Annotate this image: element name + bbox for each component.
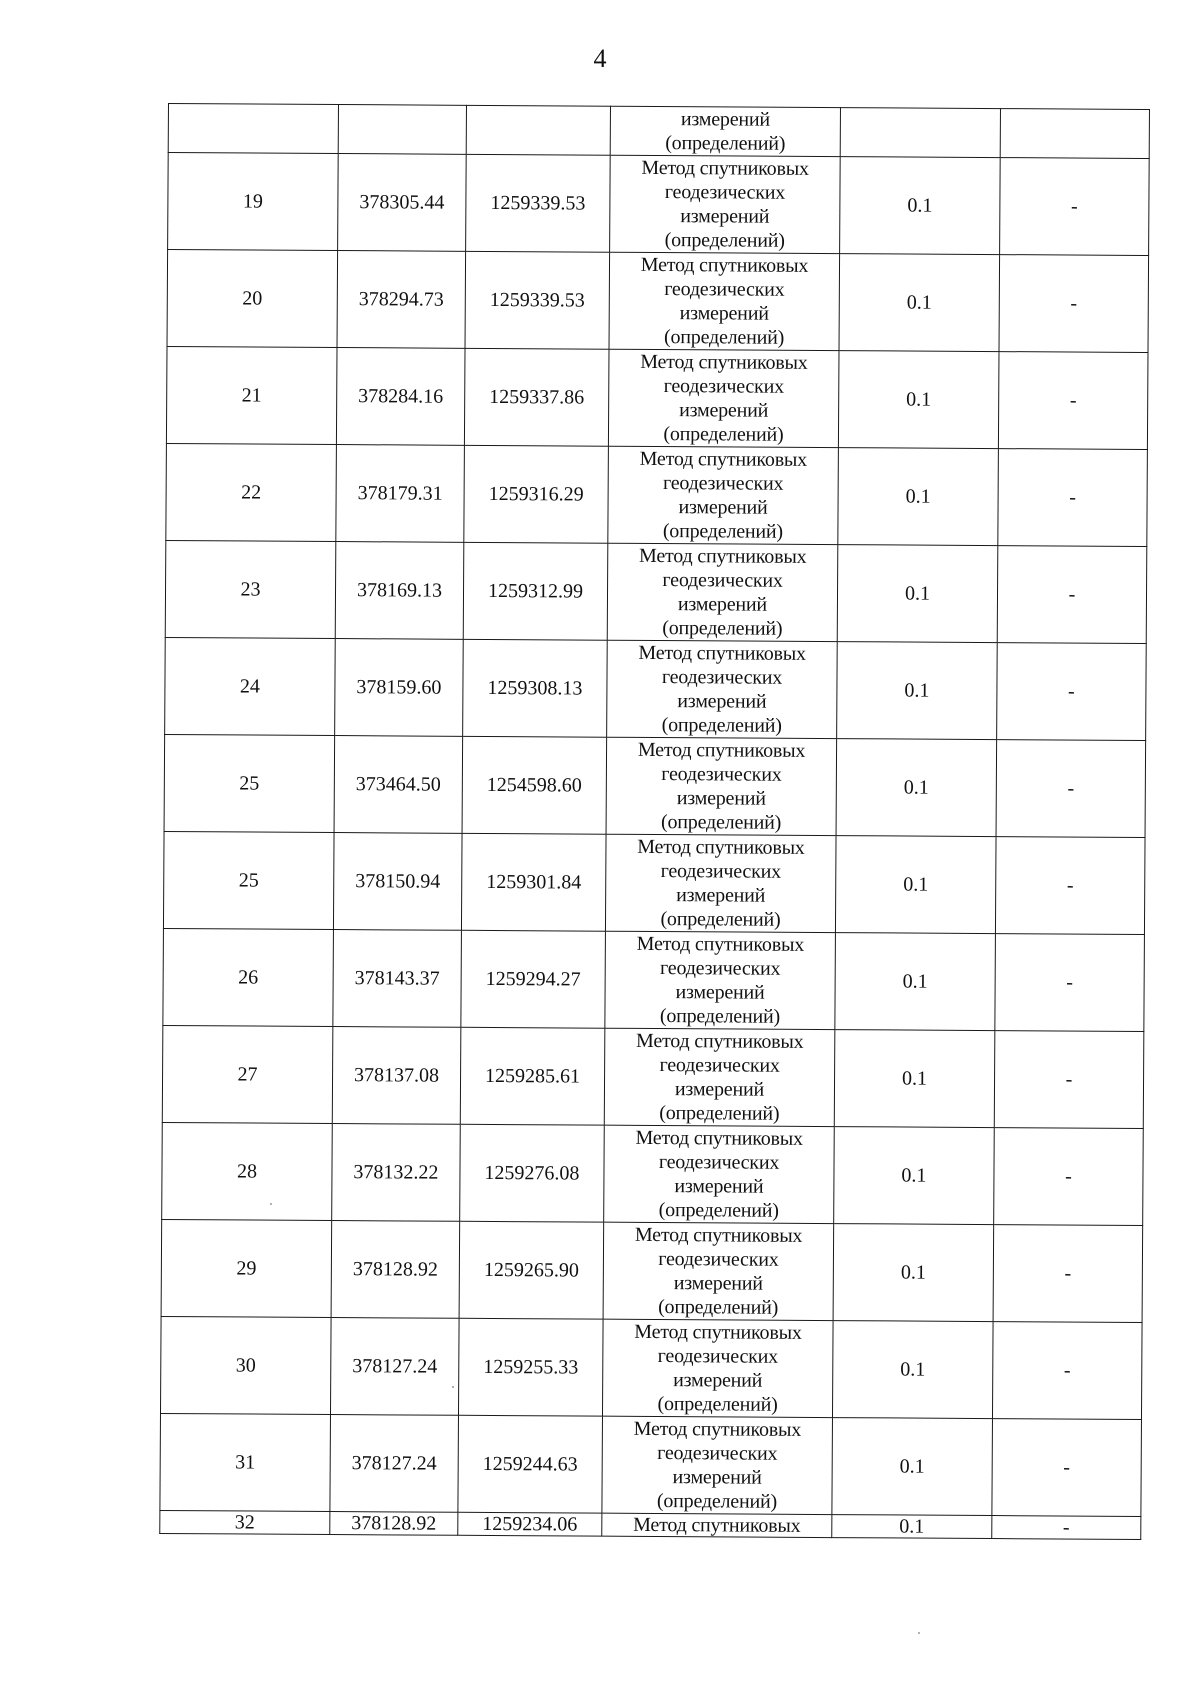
method-line: (определений) xyxy=(661,811,782,834)
method-line: геодезических xyxy=(658,1248,779,1271)
cell-accuracy: 0.1 xyxy=(837,545,998,643)
cell-y: 1259339.53 xyxy=(465,251,610,349)
method-line: Метод спутниковых xyxy=(638,641,806,665)
table-row xyxy=(162,1025,1144,1128)
cell-point-number: 20 xyxy=(167,250,338,348)
cell-method: Метод спутниковых xyxy=(602,1513,832,1537)
method-line: Метод спутниковых xyxy=(633,1417,802,1441)
method-line: Метод спутниковых xyxy=(636,932,805,956)
cell-point-number: 29 xyxy=(161,1219,332,1317)
method-line: Метод спутниковых xyxy=(634,1223,803,1247)
cell-x: 378128.92 xyxy=(330,1512,458,1536)
cell-method xyxy=(604,1125,835,1223)
cell-note: - xyxy=(992,1419,1142,1517)
cell-accuracy: 0.1 xyxy=(832,1418,993,1516)
cell-point-number: 25 xyxy=(163,831,334,929)
table-row xyxy=(161,1219,1143,1322)
method-line: геодезических xyxy=(660,860,782,883)
method-line: Метод спутниковых xyxy=(634,1320,802,1344)
cell-method xyxy=(602,1319,833,1417)
method-line: измерений xyxy=(673,1272,763,1295)
method-line: измерений xyxy=(680,205,770,228)
cell-note: - xyxy=(993,1225,1143,1323)
cell-method xyxy=(610,155,841,253)
cell-note: - xyxy=(998,449,1148,547)
cell-note: - xyxy=(998,352,1148,450)
cell-accuracy: 0.1 xyxy=(839,254,1000,352)
cell-point-number: 23 xyxy=(165,540,336,638)
method-line: (определений) xyxy=(664,229,785,252)
method-line: (определений) xyxy=(658,1199,779,1222)
cell-note: - xyxy=(992,1322,1142,1420)
cell-method xyxy=(604,1028,835,1126)
cell-y: 1259316.29 xyxy=(464,445,609,543)
cell-accuracy: 0.1 xyxy=(837,642,998,740)
method-line: (определений) xyxy=(662,617,783,640)
table-row xyxy=(167,250,1149,353)
cell-point-number: 19 xyxy=(168,153,339,251)
cell-y: 1254598.60 xyxy=(462,736,607,834)
cell-y xyxy=(466,105,610,155)
method-line: геодезических xyxy=(659,1054,780,1077)
method-line: Метод спутниковых xyxy=(641,156,809,180)
cell-accuracy: 0.1 xyxy=(832,1321,993,1419)
cell-accuracy: 0.1 xyxy=(834,1127,995,1225)
table-row xyxy=(165,637,1147,740)
cell-method xyxy=(603,1222,834,1320)
cell-method xyxy=(607,640,838,738)
cell-accuracy: 0.1 xyxy=(836,739,997,837)
method-line: (определений) xyxy=(661,714,782,737)
cell-point-number: 32 xyxy=(160,1510,330,1534)
method-line: Метод спутниковых xyxy=(635,1126,803,1150)
cell-point-number: 28 xyxy=(162,1122,333,1220)
cell-method xyxy=(605,931,836,1029)
method-line: (определений) xyxy=(662,520,783,543)
cell-y: 1259255.33 xyxy=(458,1318,603,1416)
cell-point-number: 30 xyxy=(160,1316,331,1414)
cell-note: - xyxy=(999,255,1149,353)
cell-x: 378132.22 xyxy=(332,1124,461,1222)
table-row-continued xyxy=(168,104,1149,159)
cell-y: 1259285.61 xyxy=(460,1027,605,1125)
cell-y: 1259339.53 xyxy=(466,154,611,252)
method-line: измерений xyxy=(675,981,765,1004)
cell-y: 1259265.90 xyxy=(459,1221,604,1319)
cell-note: - xyxy=(996,740,1146,838)
cell-accuracy: 0.1 xyxy=(833,1224,994,1322)
cell-y: 1259308.13 xyxy=(463,639,608,737)
cell-x: 378128.92 xyxy=(331,1221,460,1319)
method-line: (определений) xyxy=(659,1005,781,1028)
cell-accuracy: 0.1 xyxy=(840,157,1001,255)
cell-note: - xyxy=(994,1128,1144,1226)
cell-accuracy xyxy=(840,108,1000,158)
cell-point-number: 25 xyxy=(164,734,335,832)
method-line: измерений xyxy=(676,787,766,810)
method-line: измерений xyxy=(676,884,766,907)
table-row xyxy=(168,153,1150,256)
table-row xyxy=(165,540,1147,643)
cell-point-number: 21 xyxy=(166,346,337,444)
method-line: Метод спутниковых xyxy=(637,835,805,859)
cell-note: - xyxy=(995,934,1145,1032)
method-line: Метод спутниковых xyxy=(638,544,807,568)
cell-method xyxy=(610,106,840,156)
table-row xyxy=(163,831,1145,934)
method-line: (определений) xyxy=(663,326,785,349)
method-line: измерений xyxy=(674,1175,764,1198)
cell-y: 1259294.27 xyxy=(461,930,606,1028)
cell-method xyxy=(607,543,838,641)
cell-method xyxy=(608,349,839,447)
cell-accuracy: 0.1 xyxy=(832,1515,992,1539)
method-line: (определений) xyxy=(663,423,784,446)
cell-note: - xyxy=(992,1516,1141,1540)
method-line: (определений) xyxy=(665,132,786,155)
cell-method xyxy=(606,737,837,835)
method-line: измерений xyxy=(679,302,769,325)
cell-y: 1259301.84 xyxy=(461,833,606,931)
method-line: геодезических xyxy=(657,1442,778,1465)
cell-method xyxy=(605,834,836,932)
method-line: Метод спутниковых xyxy=(640,350,808,374)
method-line: измерений xyxy=(678,496,768,519)
cell-x: 378179.31 xyxy=(336,445,465,543)
method-line: Метод спутниковых xyxy=(637,738,806,762)
cell-point-number: 27 xyxy=(162,1025,333,1123)
method-line: измерений xyxy=(677,593,768,616)
method-line: (определений) xyxy=(657,1393,778,1416)
method-line: Метод спутниковых xyxy=(639,447,808,471)
cell-note: - xyxy=(997,643,1147,741)
method-line: геодезических xyxy=(661,666,783,689)
cell-note xyxy=(1000,109,1149,159)
method-line: Метод спутниковых xyxy=(636,1029,804,1053)
cell-accuracy: 0.1 xyxy=(834,1030,995,1128)
method-line: геодезических xyxy=(663,375,784,398)
cell-point-number: 26 xyxy=(163,928,334,1026)
method-line: геодезических xyxy=(657,1345,779,1368)
cell-accuracy: 0.1 xyxy=(835,933,996,1031)
method-line: измерений xyxy=(677,690,767,713)
table-row xyxy=(164,734,1146,837)
cell-x: 373464.50 xyxy=(334,736,463,834)
method-line: геодезических xyxy=(664,181,786,204)
cell-x: 378294.73 xyxy=(337,251,466,349)
cell-x: 378143.37 xyxy=(333,930,462,1028)
method-line: измерений xyxy=(673,1369,763,1392)
cell-accuracy: 0.1 xyxy=(838,351,999,449)
cell-x: 378169.13 xyxy=(335,542,464,640)
cell-accuracy: 0.1 xyxy=(838,448,999,546)
method-line: геодезических xyxy=(658,1151,780,1174)
cell-x: 378127.24 xyxy=(330,1318,459,1416)
cell-point-number: 24 xyxy=(165,637,336,735)
page-number: 4 xyxy=(593,44,607,73)
cell-note: - xyxy=(995,837,1145,935)
method-line: геодезических xyxy=(660,957,781,980)
cell-note: - xyxy=(997,546,1147,644)
method-line: измерений xyxy=(672,1466,762,1489)
scan-speck xyxy=(918,1632,920,1634)
method-line: геодезических xyxy=(664,278,785,301)
table-row xyxy=(160,1413,1142,1516)
cell-x: 378305.44 xyxy=(338,154,467,252)
cell-x xyxy=(338,105,466,155)
cell-x: 378127.24 xyxy=(330,1415,459,1513)
table-row xyxy=(166,443,1148,546)
cell-method xyxy=(609,252,840,350)
cell-accuracy: 0.1 xyxy=(835,836,996,934)
cell-note: - xyxy=(1000,158,1150,256)
cell-y: 1259312.99 xyxy=(463,542,608,640)
method-line: (определений) xyxy=(658,1296,779,1319)
method-line: измерений xyxy=(674,1078,765,1101)
method-line: измерений xyxy=(679,399,769,422)
method-line: (определений) xyxy=(660,908,781,931)
method-line: измерений xyxy=(680,108,770,131)
cell-x: 378284.16 xyxy=(336,348,465,446)
cell-x: 378159.60 xyxy=(335,639,464,737)
method-line: Метод спутниковых xyxy=(640,253,809,277)
cell-note: - xyxy=(994,1031,1144,1129)
cell-method xyxy=(608,446,839,544)
cell-method xyxy=(602,1416,833,1514)
cell-point-number: 31 xyxy=(160,1413,331,1511)
coordinates-table-wrapper xyxy=(159,103,1150,1540)
table-row-last xyxy=(160,1510,1141,1539)
cell-y: 1259244.63 xyxy=(458,1415,603,1513)
method-line: (определений) xyxy=(659,1102,780,1125)
cell-point-number xyxy=(168,104,338,154)
method-line: (определений) xyxy=(656,1490,778,1513)
table-row xyxy=(160,1316,1142,1419)
table-row xyxy=(166,346,1148,449)
cell-point-number: 22 xyxy=(166,443,337,541)
cell-y: 1259276.08 xyxy=(460,1124,605,1222)
scan-speck xyxy=(452,1386,454,1388)
table-row xyxy=(163,928,1145,1031)
method-line: геодезических xyxy=(661,763,782,786)
coordinates-table-body xyxy=(160,104,1150,1540)
cell-x: 378150.94 xyxy=(333,833,462,931)
method-line: геодезических xyxy=(662,472,784,495)
method-line: геодезических xyxy=(662,569,783,592)
cell-y: 1259337.86 xyxy=(464,348,609,446)
cell-x: 378137.08 xyxy=(332,1027,461,1125)
table-row xyxy=(162,1122,1144,1225)
coordinates-table xyxy=(159,103,1150,1540)
scan-speck xyxy=(270,1203,272,1205)
cell-y: 1259234.06 xyxy=(458,1512,602,1536)
